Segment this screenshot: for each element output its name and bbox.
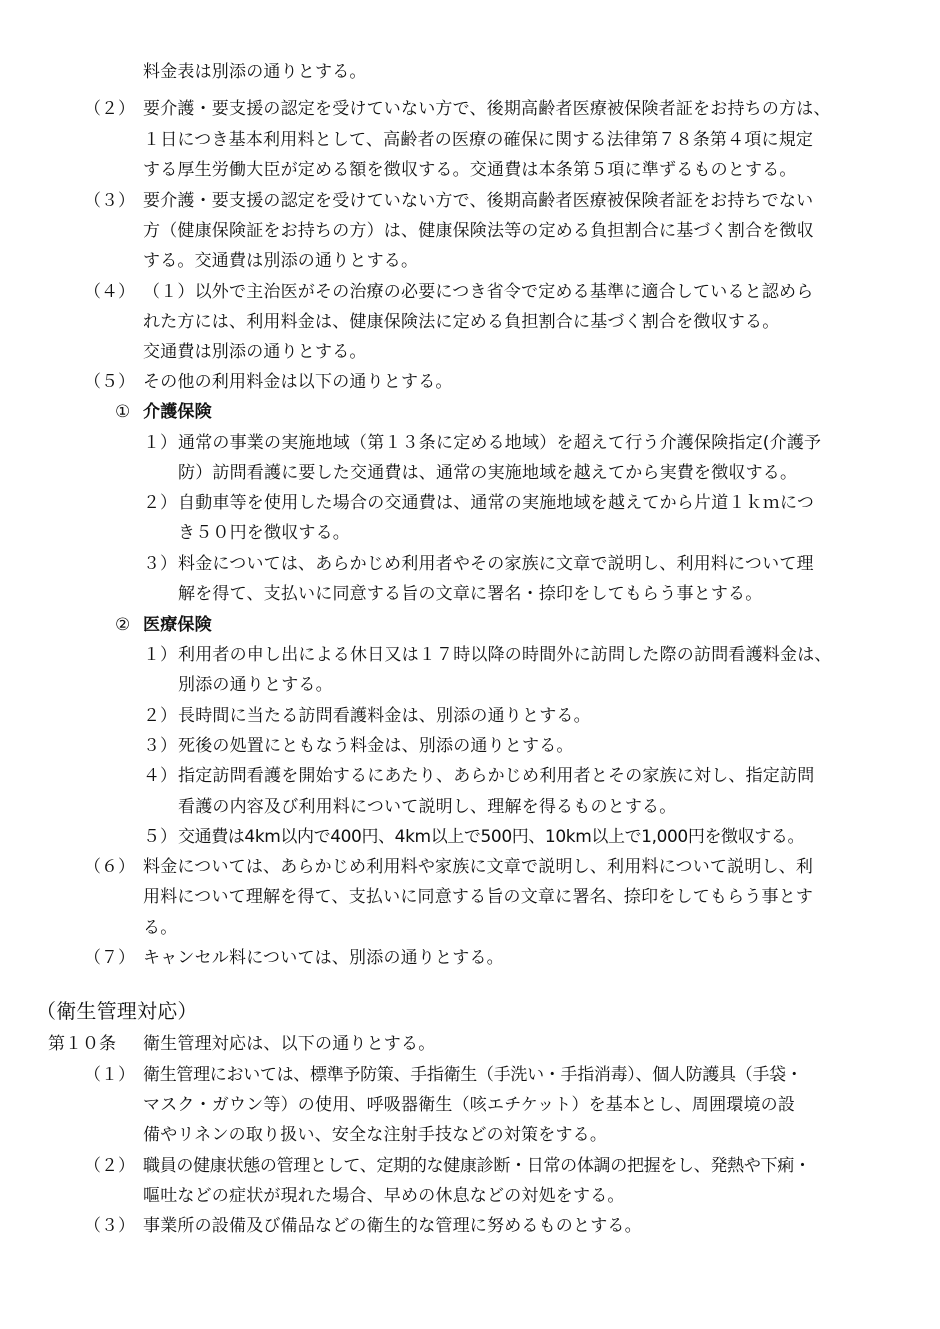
clause-number: （３） — [84, 1216, 135, 1236]
paragraph-line: る。 — [143, 918, 178, 938]
paragraph-line: 別添の通りとする。 — [178, 675, 333, 695]
clause-number: （２） — [84, 1156, 135, 1176]
clause-number: （５） — [84, 372, 135, 392]
item-number: ２） — [143, 493, 177, 513]
item-number: １） — [143, 433, 177, 453]
subsection-title: 医療保険 — [143, 615, 212, 635]
clause-number: （３） — [84, 191, 135, 211]
paragraph-line: 嘔吐などの症状が現れた場合、早めの休息などの対処をする。 — [143, 1186, 625, 1206]
paragraph-line: その他の利用料金は以下の通りとする。 — [143, 372, 453, 392]
paragraph-line: （１）以外で主治医がその治療の必要につき省令で定める基準に適合していると認めら — [143, 282, 814, 302]
paragraph-line: 職員の健康状態の管理として、定期的な健康診断・日常の体調の把握をし、発熱や下痢・ — [143, 1156, 811, 1176]
paragraph-line: 事業所の設備及び備品などの衛生的な管理に努めるものとする。 — [143, 1216, 642, 1236]
paragraph-line: 方（健康保険証をお持ちの方）は、健康保険法等の定める負担割合に基づく割合を徴収 — [143, 221, 814, 241]
paragraph-line: 死後の処置にともなう料金は、別添の通りとする。 — [178, 736, 574, 756]
item-number: ４） — [143, 766, 177, 786]
paragraph-line: れた方には、利用料金は、健康保険法に定める負担割合に基づく割合を徴収する。 — [143, 312, 780, 332]
paragraph-line: 交通費は4km以内で400円、4km以上で500円、10km以上で1,000円を徴収する。 — [178, 827, 805, 847]
item-number: ２） — [143, 706, 177, 726]
paragraph-line: 衛生管理においては、標準予防策、手指衛生（手洗い・手指消毒）、個人防護具（手袋・ — [143, 1065, 803, 1085]
paragraph-line: マスク・ガウン等）の使用、呼吸器衛生（咳エチケット）を基本とし、周囲環境の設 — [143, 1095, 796, 1115]
paragraph-line: 衛生管理対応は、以下の通りとする。 — [143, 1034, 436, 1054]
paragraph-line: 要介護・要支援の認定を受けていない方で、後期高齢者医療被保険者証をお持ちの方は、 — [143, 99, 831, 119]
paragraph-line: 料金表は別添の通りとする。 — [143, 62, 367, 82]
item-number: ３） — [143, 554, 177, 574]
paragraph-line: 用料について理解を得て、支払いに同意する旨の文章に署名、捺印をしてもらう事とす — [143, 887, 814, 907]
paragraph-line: 防）訪問看護に要した交通費は、通常の実施地域を越えてから実費を徴収する。 — [178, 463, 798, 483]
clause-number: （７） — [84, 948, 135, 968]
clause-number: （２） — [84, 99, 135, 119]
clause-number: （４） — [84, 282, 135, 302]
paragraph-line: 備やリネンの取り扱い、安全な注射手技などの対策をする。 — [143, 1125, 608, 1145]
paragraph-line: する。交通費は別添の通りとする。 — [143, 251, 419, 271]
paragraph-line: 料金については、あらかじめ利用料や家族に文章で説明し、利用料について説明し、利 — [143, 857, 814, 877]
paragraph-line: 看護の内容及び利用料について説明し、理解を得るものとする。 — [178, 797, 677, 817]
section-marker: ① — [115, 402, 131, 422]
paragraph-line: 自動車等を使用した場合の交通費は、通常の実施地域を越えてから片道１ｋｍにつ — [178, 493, 815, 513]
clause-number: （６） — [84, 857, 135, 877]
paragraph-line: 指定訪問看護を開始するにあたり、あらかじめ利用者とその家族に対し、指定訪問 — [178, 766, 815, 786]
paragraph-line: 料金については、あらかじめ利用者やその家族に文章で説明し、利用料について理 — [178, 554, 814, 574]
article-number: 第１０条 — [48, 1034, 116, 1054]
paragraph-line: 利用者の申し出による休日又は１７時以降の時間外に訪問した際の訪問看護料金は、 — [178, 645, 832, 665]
subsection-title: 介護保険 — [143, 402, 212, 422]
paragraph-line: １日につき基本利用料として、高齢者の医療の確保に関する法律第７８条第４項に規定 — [143, 130, 814, 150]
paragraph-line: する厚生労働大臣が定める額を徴収する。交通費は本条第５項に準ずるものとする。 — [143, 160, 797, 180]
paragraph-line: 要介護・要支援の認定を受けていない方で、後期高齢者医療被保険者証をお持ちでない — [143, 191, 814, 211]
paragraph-line: キャンセル料については、別添の通りとする。 — [143, 948, 504, 968]
paragraph-line: 解を得て、支払いに同意する旨の文章に署名・捺印をしてもらう事とする。 — [178, 584, 763, 604]
section-marker: ② — [115, 615, 131, 635]
section-heading: （衛生管理対応） — [36, 999, 198, 1023]
paragraph-line: 通常の事業の実施地域（第１３条に定める地域）を超えて行う介護保険指定(介護予 — [178, 433, 822, 453]
clause-number: （１） — [84, 1065, 135, 1085]
item-number: ３） — [143, 736, 177, 756]
paragraph-line: 長時間に当たる訪問看護料金は、別添の通りとする。 — [178, 706, 591, 726]
paragraph-line: 交通費は別添の通りとする。 — [143, 342, 367, 362]
item-number: ５） — [143, 827, 177, 847]
item-number: １） — [143, 645, 177, 665]
paragraph-line: き５０円を徴収する。 — [178, 523, 350, 543]
